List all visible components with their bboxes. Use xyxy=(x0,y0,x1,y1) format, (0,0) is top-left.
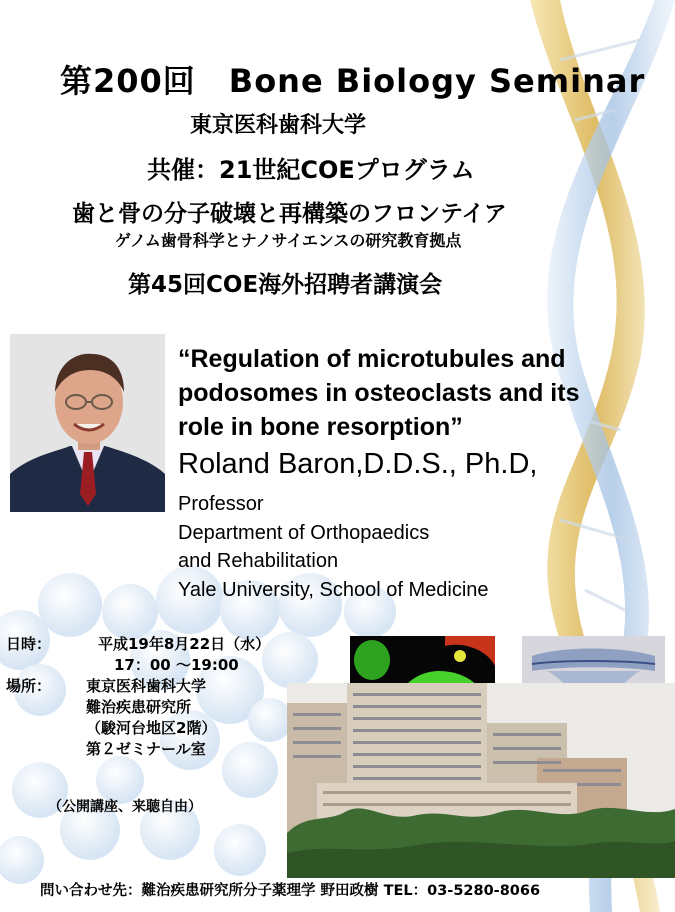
affiliation-line: Yale University, School of Medicine xyxy=(178,578,489,601)
place-line: 難治疾患研究所 xyxy=(86,698,192,716)
talk-title-line: “Regulation of microtubules and xyxy=(178,345,566,373)
contact-info: 問い合わせ先：難治疾患研究所分子薬理学 野田政樹 TEL：03-5280-8066 xyxy=(40,883,541,899)
place-line: （駿河台地区2階） xyxy=(86,719,217,737)
university-name: 東京医科歯科大学 xyxy=(190,113,367,138)
date-row xyxy=(6,634,271,655)
seminar-title: 第200回 Bone Biology Seminar xyxy=(60,62,646,100)
place-row xyxy=(6,676,239,697)
public-lecture-note: （公開講座、来聴自由） xyxy=(48,799,202,815)
speaker-photo xyxy=(10,334,165,512)
date-label: 日時： xyxy=(6,635,52,653)
place-line: 第２ゼミナール室 xyxy=(86,740,206,758)
program-subtitle: ゲノム歯骨科学とナノサイエンスの研究教育拠点 xyxy=(115,231,462,250)
date-value: 平成19年8月22日（水） xyxy=(98,635,271,653)
event-details xyxy=(6,634,271,760)
speaker-name: Roland Baron,D.D.S., Ph.D, xyxy=(178,448,538,480)
lecture-series: 第45回COE海外招聘者講演会 xyxy=(128,272,443,298)
speaker-affiliation xyxy=(178,490,489,604)
affiliation-line: Professor xyxy=(178,493,264,515)
cohost-line: 共催：21世紀COEプログラム xyxy=(147,156,475,184)
talk-title-line: role in bone resorption” xyxy=(178,413,463,441)
affiliation-line: and Rehabilitation xyxy=(178,550,339,572)
talk-title-line: podosomes in osteoclasts and its xyxy=(178,379,580,407)
program-name: 歯と骨の分子破壊と再構築のフロンテイア xyxy=(72,201,507,227)
university-building-photo xyxy=(287,683,675,878)
talk-title xyxy=(178,342,668,444)
time-value: 17：00 ～19:00 xyxy=(114,656,239,674)
place-line: 東京医科歯科大学 xyxy=(86,677,207,695)
place-label: 場所： xyxy=(6,677,52,695)
affiliation-line: Department of Orthopaedics xyxy=(178,521,430,544)
